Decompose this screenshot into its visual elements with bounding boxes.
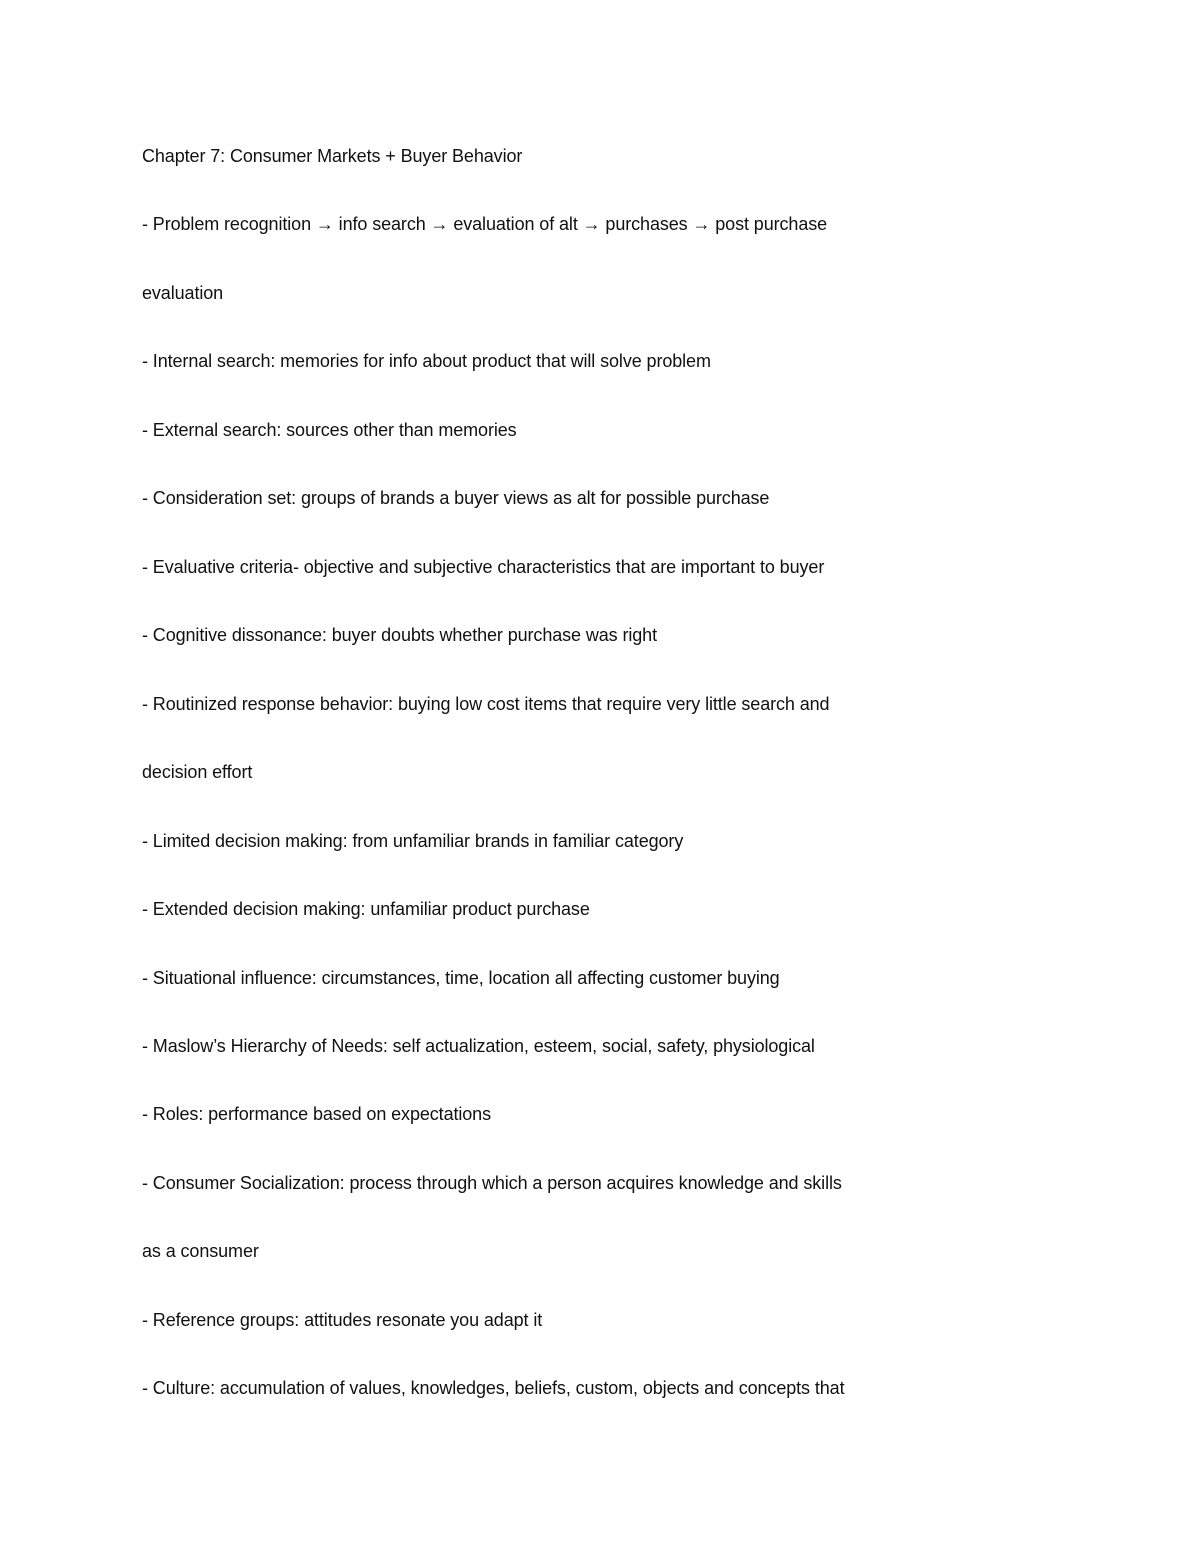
text-line: - Evaluative criteria- objective and subjective characteristics that are important to buyer	[142, 557, 825, 577]
text-line: evaluation	[142, 283, 224, 303]
chapter-title: Chapter 7: Consumer Markets + Buyer Behavior	[142, 146, 523, 166]
text-line: - Limited decision making: from unfamiliar brands in familiar category	[142, 831, 684, 851]
text-line: - Culture: accumulation of values, knowledges, beliefs, custom, objects and concepts that	[142, 1378, 845, 1398]
text-line: - Consideration set: groups of brands a buyer views as alt for possible purchase	[142, 488, 770, 508]
text-line: - Extended decision making: unfamiliar product purchase	[142, 899, 590, 919]
text-line: - Roles: performance based on expectations	[142, 1104, 491, 1124]
text-line: - Routinized response behavior: buying low cost items that require very little search and	[142, 694, 830, 714]
text-line: decision effort	[142, 762, 253, 782]
text-line: - Reference groups: attitudes resonate you adapt it	[142, 1310, 543, 1330]
text-line: - Maslow’s Hierarchy of Needs: self actualization, esteem, social, safety, physiological	[142, 1036, 815, 1056]
text-line: - Consumer Socialization: process through which a person acquires knowledge and skills	[142, 1173, 842, 1193]
text-line: - External search: sources other than memories	[142, 420, 517, 440]
text-line: - Internal search: memories for info about product that will solve problem	[142, 351, 711, 371]
text-line: - Problem recognition → info search → evaluation of alt → purchases → post purchase	[142, 214, 828, 234]
text-line: - Cognitive dissonance: buyer doubts whether purchase was right	[142, 625, 657, 645]
text-line: as a consumer	[142, 1241, 259, 1261]
text-line: - Situational influence: circumstances, time, location all affecting customer buying	[142, 968, 780, 988]
